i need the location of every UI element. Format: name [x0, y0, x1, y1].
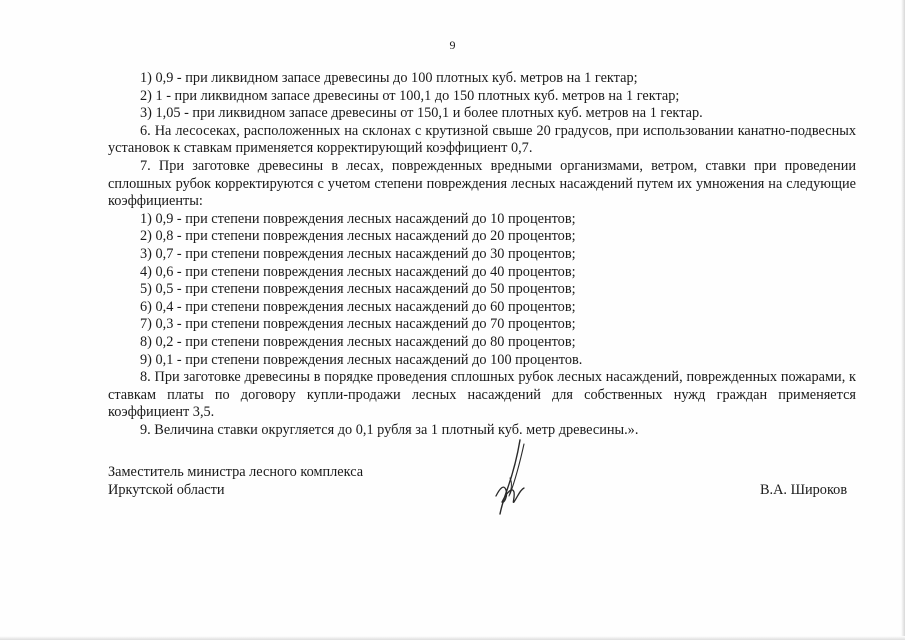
- list-item: 1) 0,9 - при ликвидном запасе древесины до 100 плотных куб. метров на 1 гектар;: [140, 70, 638, 86]
- list-item: 4) 0,6 - при степени повреждения лесных насаждений до 40 процентов;: [140, 263, 576, 280]
- list-item: 2) 0,8 - при степени повреждения лесных насаждений до 20 процентов;: [140, 228, 576, 245]
- signatory-position: [108, 464, 363, 499]
- list-item: 9) 0,1 - при степени повреждения лесных насаждений до 100 процентов.: [140, 351, 583, 368]
- list-item: 3) 1,05 - при ликвидном запасе древесины от 150,1 и более плотных куб. метров на 1 гектар.: [140, 105, 703, 122]
- page-edge-shadow: [901, 0, 905, 640]
- paragraph-8: 8. При заготовке древесины в порядке проведения сплошных рубок лесных насаждений, поврежденных пожарами, к ставкам платы по договору купли-продажи лесных насаждений для собственных нужд граждан применяется коэффициент 3,5.: [108, 369, 856, 421]
- handwritten-signature-image: [490, 438, 538, 518]
- signatory-position-line: Иркутской области: [108, 481, 225, 498]
- paragraph-7: 7. При заготовке древесины в лесах, поврежденных вредными организмами, ветром, ставки при проведении сплошных рубок корректируются с учетом степени повреждения лесных насаждений путем их умножения на следующие коэффициенты:: [108, 157, 856, 210]
- list-item: 2) 1 - при ликвидном запасе древесины от 100,1 до 150 плотных куб. метров на 1 гектар;: [140, 87, 680, 104]
- page-edge-shadow: [0, 636, 905, 640]
- paragraph-6: 6. На лесосеках, расположенных на склонах с крутизной свыше 20 градусов, при использовании канатно-подвесных установок к ставкам применяется корректирующий коэффициент 0,7.: [108, 122, 856, 157]
- paragraph-9: 9. Величина ставки округляется до 0,1 рубля за 1 плотный куб. метр древесины.».: [140, 421, 639, 438]
- list-item: 5) 0,5 - при степени повреждения лесных насаждений до 50 процентов;: [140, 281, 576, 298]
- list-item: 8) 0,2 - при степени повреждения лесных насаждений до 80 процентов;: [140, 333, 576, 350]
- signatory-name: В.А. Широков: [760, 482, 848, 498]
- page-number: 9: [449, 38, 456, 52]
- list-item: 3) 0,7 - при степени повреждения лесных насаждений до 30 процентов;: [140, 245, 576, 262]
- signatory-position-line: Заместитель министра лесного комплекса: [108, 464, 364, 480]
- list-item: 7) 0,3 - при степени повреждения лесных насаждений до 70 процентов;: [140, 316, 576, 333]
- list-item: 1) 0,9 - при степени повреждения лесных насаждений до 10 процентов;: [140, 210, 576, 227]
- list-item: 6) 0,4 - при степени повреждения лесных насаждений до 60 процентов;: [140, 298, 576, 315]
- document-body: [108, 70, 856, 439]
